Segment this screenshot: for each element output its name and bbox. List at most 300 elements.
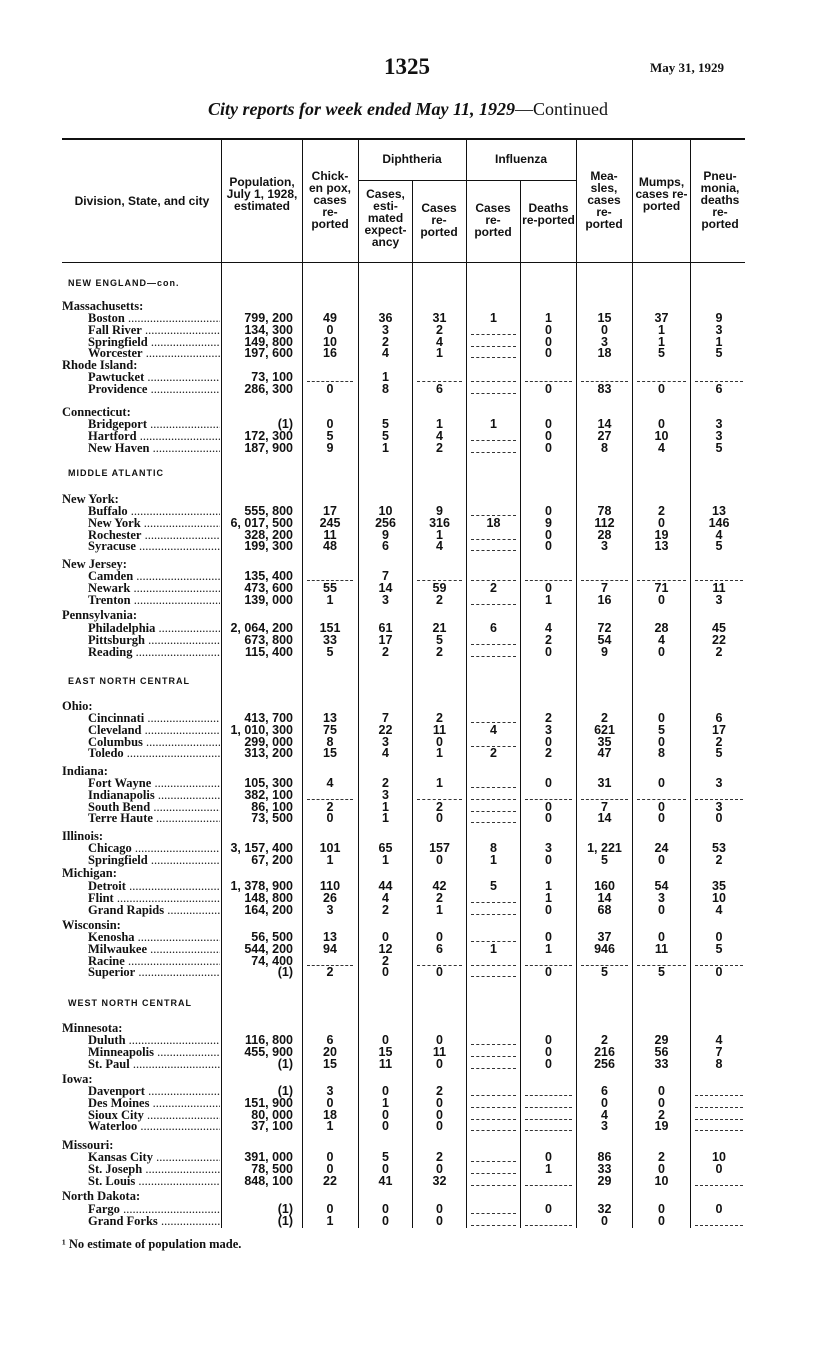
- chickenpox-cell: 11: [323, 527, 337, 542]
- mumps-cell: 0: [658, 417, 665, 431]
- pneumonia-cell: 1: [715, 334, 723, 349]
- measles-cell: 3: [601, 1119, 608, 1134]
- diph-cases-cell: 5: [436, 632, 443, 647]
- diph-expect-cell: 1: [382, 853, 389, 867]
- population-cell: 172, 300: [244, 428, 293, 443]
- division-heading: WEST NORTH CENTRAL: [68, 998, 192, 1008]
- mumps-cell: 5: [658, 722, 665, 737]
- flu-cases-cell: 2: [490, 580, 497, 595]
- chickenpox-cell: 1: [326, 1214, 334, 1228]
- population-cell: 455, 900: [244, 1044, 293, 1059]
- flu-deaths-cell: 3: [545, 722, 552, 737]
- population-cell: 544, 200: [244, 941, 293, 956]
- measles-cell: 216: [594, 1044, 615, 1059]
- diph-expect-cell: 5: [382, 1150, 389, 1164]
- flu-cases-cell: 1: [490, 311, 497, 325]
- division-heading: EAST NORTH CENTRAL: [68, 676, 190, 686]
- mumps-cell: 0: [658, 382, 665, 396]
- chickenpox-cell: 4: [326, 776, 334, 790]
- footnote: ¹ No estimate of population made.: [62, 1237, 242, 1251]
- measles-cell: 68: [597, 902, 612, 917]
- blank-cell-dash: [471, 976, 516, 977]
- blank-cell-dash: [471, 1044, 516, 1045]
- table-title: [0, 99, 816, 120]
- population-cell: 413, 700: [244, 711, 293, 725]
- mumps-cell: 4: [658, 440, 665, 455]
- mumps-cell: 0: [658, 1202, 665, 1216]
- diph-cases-cell: 2: [436, 1084, 443, 1098]
- chickenpox-cell: 55: [323, 580, 337, 595]
- population-cell: 199, 300: [244, 539, 293, 554]
- population-cell: 86, 100: [251, 799, 293, 814]
- city-name: Camden .....: [88, 569, 220, 584]
- blank-cell-dash: [471, 1213, 516, 1214]
- mumps-cell: 2: [658, 1150, 665, 1164]
- diph-expect-cell: 1: [382, 811, 389, 826]
- header-bottom-rule: [62, 262, 745, 263]
- mumps-cell: 0: [658, 902, 665, 917]
- diph-cases-cell: 59: [432, 580, 447, 595]
- city-name: Terre Haute .....: [88, 811, 220, 826]
- header-flu-cases: Cases re-ported: [474, 201, 512, 239]
- diph-expect-cell: 256: [375, 515, 396, 530]
- measles-cell: 72: [597, 621, 612, 635]
- flu-deaths-cell: 0: [545, 776, 552, 790]
- chickenpox-cell: 1: [326, 1119, 334, 1134]
- state-label: Minnesota:: [62, 1021, 123, 1035]
- measles-cell: 3: [601, 334, 608, 349]
- city-name: St. Joseph .....: [88, 1162, 220, 1177]
- flu-deaths-cell: 2: [545, 632, 552, 647]
- measles-cell: 14: [597, 811, 612, 826]
- header-mumps: Mumps, cases re-ported: [635, 175, 688, 213]
- diph-cases-cell: 157: [429, 841, 450, 855]
- population-cell: (1): [277, 965, 293, 980]
- chickenpox-cell: 5: [326, 428, 334, 443]
- mumps-cell: 8: [658, 746, 665, 761]
- flu-deaths-cell: 0: [545, 417, 552, 431]
- population-cell: (1): [277, 1202, 293, 1216]
- city-name: Cleveland .....: [88, 723, 220, 738]
- pneumonia-cell: 22: [712, 632, 726, 647]
- population-cell: 673, 800: [244, 632, 293, 647]
- measles-cell: 14: [597, 417, 612, 431]
- mumps-cell: 0: [658, 853, 665, 867]
- flu-deaths-cell: 1: [545, 890, 552, 905]
- header-division: Division, State, and city: [74, 194, 210, 208]
- measles-cell: 160: [594, 879, 615, 893]
- chickenpox-cell: 0: [326, 322, 334, 337]
- pneumonia-cell: 8: [715, 1056, 723, 1071]
- population-cell: 73, 100: [251, 370, 293, 384]
- measles-cell: 112: [594, 515, 615, 530]
- pneumonia-cell: 2: [715, 734, 723, 749]
- col-divider: [466, 140, 467, 1228]
- measles-cell: 0: [601, 1214, 608, 1228]
- col-divider: [520, 180, 521, 1228]
- city-name: Davenport .....: [88, 1084, 220, 1099]
- diph-expect-cell: 61: [378, 621, 393, 635]
- measles-cell: 37: [597, 930, 612, 944]
- diph-cases-cell: 2: [436, 644, 443, 659]
- pneumonia-cell: 35: [712, 879, 726, 893]
- influenza-group-rule: [466, 180, 576, 181]
- pneumonia-cell: 3: [715, 428, 723, 443]
- population-cell: 80, 000: [251, 1107, 293, 1122]
- city-name: South Bend .....: [88, 800, 220, 815]
- population-cell: 6, 017, 500: [230, 515, 293, 530]
- division-heading: NEW ENGLAND—con.: [68, 278, 180, 288]
- pneumonia-cell: 53: [712, 841, 726, 855]
- measles-cell: 6: [601, 1084, 608, 1098]
- mumps-cell: 71: [654, 580, 669, 595]
- mumps-cell: 0: [658, 515, 665, 530]
- city-name: Boston .....: [88, 311, 220, 326]
- population-cell: 473, 600: [244, 580, 293, 595]
- blank-cell-dash: [471, 346, 516, 347]
- measles-cell: 29: [597, 1173, 612, 1188]
- mumps-cell: 4: [658, 632, 665, 647]
- population-cell: 148, 800: [244, 890, 293, 905]
- city-name: Duluth .....: [88, 1033, 220, 1048]
- chickenpox-cell: 75: [323, 722, 337, 737]
- pneumonia-cell: 3: [715, 799, 723, 814]
- flu-deaths-cell: 1: [545, 1161, 552, 1176]
- mumps-cell: 0: [658, 1214, 665, 1228]
- flu-deaths-cell: 0: [545, 799, 552, 814]
- page-number: 1325: [384, 54, 430, 79]
- city-name: Springfield .....: [88, 335, 220, 350]
- page-date: May 31, 1929: [650, 60, 725, 75]
- pneumonia-cell: 10: [712, 890, 726, 905]
- flu-deaths-cell: 0: [545, 382, 552, 396]
- pneumonia-cell: 45: [712, 621, 726, 635]
- diph-expect-cell: 17: [378, 632, 393, 647]
- blank-cell-dash: [471, 799, 516, 800]
- diph-expect-cell: 10: [378, 504, 393, 518]
- pneumonia-cell: 3: [715, 776, 723, 790]
- diph-expect-cell: 2: [382, 776, 389, 790]
- city-name: Bridgeport .....: [88, 417, 220, 432]
- measles-cell: 86: [597, 1150, 612, 1164]
- blank-cell-dash: [471, 656, 516, 657]
- diph-cases-cell: 1: [436, 346, 443, 361]
- diph-cases-cell: 0: [436, 734, 443, 749]
- chickenpox-cell: 9: [326, 440, 334, 455]
- measles-cell: 8: [601, 440, 608, 455]
- chickenpox-cell: 8: [326, 734, 334, 749]
- state-label: New Jersey:: [62, 557, 127, 571]
- population-cell: 286, 300: [244, 382, 293, 396]
- chickenpox-cell: 0: [326, 417, 334, 431]
- mumps-cell: 10: [654, 428, 669, 443]
- diph-cases-cell: 9: [436, 504, 443, 518]
- city-name: Kansas City .....: [88, 1150, 220, 1165]
- diph-cases-cell: 1: [436, 902, 443, 917]
- city-name: Columbus .....: [88, 735, 220, 750]
- header-influenza: Influenza: [494, 152, 547, 166]
- diph-expect-cell: 22: [378, 722, 393, 737]
- pneumonia-cell: 5: [715, 746, 723, 761]
- diph-expect-cell: 12: [378, 941, 393, 956]
- flu-deaths-cell: 0: [545, 965, 552, 980]
- flu-deaths-cell: 0: [545, 334, 552, 349]
- state-label: Pennsylvania:: [62, 608, 138, 622]
- division-heading: MIDDLE ATLANTIC: [68, 468, 164, 478]
- measles-cell: 1, 221: [587, 841, 622, 855]
- population-cell: 3, 157, 400: [230, 841, 293, 855]
- diph-cases-cell: 0: [436, 1214, 443, 1228]
- mumps-cell: 0: [658, 711, 665, 725]
- blank-cell-dash: [695, 1095, 743, 1096]
- blank-cell-dash: [471, 1107, 516, 1108]
- diph-expect-cell: 5: [382, 417, 389, 431]
- diph-expect-cell: 1: [382, 370, 389, 384]
- flu-deaths-cell: 0: [545, 1150, 552, 1164]
- mumps-cell: 0: [658, 1095, 665, 1110]
- city-name: Superior .....: [88, 965, 220, 980]
- measles-cell: 32: [597, 1202, 612, 1216]
- flu-deaths-cell: 0: [545, 322, 552, 337]
- state-label: Illinois:: [62, 829, 103, 843]
- blank-cell-dash: [471, 811, 516, 812]
- diph-expect-cell: 4: [382, 890, 389, 905]
- population-cell: 116, 800: [245, 1033, 293, 1047]
- pneumonia-cell: 13: [712, 504, 726, 518]
- diph-cases-cell: 21: [432, 621, 447, 635]
- population-cell: 115, 400: [245, 644, 293, 659]
- mumps-cell: 0: [658, 592, 665, 607]
- chickenpox-cell: 1: [326, 592, 334, 607]
- diph-cases-cell: 1: [436, 527, 443, 542]
- measles-cell: 2: [601, 711, 608, 725]
- chickenpox-cell: 101: [319, 841, 341, 855]
- city-name: Racine .....: [88, 954, 220, 969]
- measles-cell: 2: [601, 1033, 608, 1047]
- chickenpox-cell: 0: [326, 1095, 334, 1110]
- city-name: Des Moines .....: [88, 1096, 220, 1111]
- chickenpox-cell: 2: [326, 799, 334, 814]
- blank-cell-dash: [471, 1130, 516, 1131]
- chickenpox-cell: 49: [323, 311, 337, 325]
- pneumonia-cell: 5: [715, 440, 723, 455]
- blank-cell-dash: [525, 1225, 572, 1226]
- diph-cases-cell: 2: [436, 322, 443, 337]
- pneumonia-cell: 5: [715, 941, 723, 956]
- mumps-cell: 54: [654, 879, 669, 893]
- state-label: North Dakota:: [62, 1189, 141, 1203]
- city-name: New Haven .....: [88, 441, 220, 456]
- flu-cases-cell: 6: [490, 621, 497, 635]
- pneumonia-cell: 0: [715, 1202, 723, 1216]
- measles-cell: 31: [597, 776, 612, 790]
- population-cell: (1): [277, 1084, 293, 1098]
- measles-cell: 946: [594, 941, 615, 956]
- measles-cell: 5: [601, 853, 608, 867]
- chickenpox-cell: 110: [319, 879, 341, 893]
- blank-cell-dash: [525, 1107, 572, 1108]
- city-name: Fargo .....: [88, 1202, 220, 1217]
- chickenpox-cell: 13: [323, 711, 337, 725]
- mumps-cell: 0: [658, 1084, 665, 1098]
- flu-cases-cell: 5: [490, 879, 497, 893]
- diph-cases-cell: 0: [436, 930, 443, 944]
- flu-deaths-cell: 0: [545, 440, 552, 455]
- flu-cases-cell: 1: [490, 853, 497, 867]
- pneumonia-cell: 2: [715, 853, 723, 867]
- chickenpox-cell: 15: [323, 1056, 337, 1071]
- diph-expect-cell: 5: [382, 428, 389, 443]
- population-cell: 1, 378, 900: [230, 879, 293, 893]
- flu-deaths-cell: 0: [545, 734, 552, 749]
- blank-cell-dash: [471, 787, 516, 788]
- pneumonia-cell: 2: [715, 644, 723, 659]
- city-name: Buffalo .....: [88, 504, 220, 519]
- diph-cases-cell: 2: [436, 711, 443, 725]
- header-diph-expect: Cases, esti-mated expect-ancy: [364, 187, 407, 249]
- chickenpox-cell: 6: [326, 1033, 334, 1047]
- measles-cell: 16: [597, 592, 612, 607]
- chickenpox-cell: 16: [323, 346, 337, 361]
- chickenpox-cell: 17: [323, 504, 337, 518]
- diph-expect-cell: 8: [382, 382, 389, 396]
- city-name: Worcester .....: [88, 346, 220, 361]
- state-label: Missouri:: [62, 1138, 114, 1152]
- flu-deaths-cell: 0: [545, 902, 552, 917]
- city-name: Pawtucket .....: [88, 370, 220, 385]
- diph-expect-cell: 2: [382, 953, 389, 968]
- population-cell: (1): [277, 1214, 293, 1228]
- pneumonia-cell: 5: [715, 539, 723, 554]
- diph-expect-cell: 65: [378, 841, 393, 855]
- diph-expect-cell: 36: [378, 311, 393, 325]
- city-name: Philadelphia .....: [88, 621, 220, 636]
- diph-expect-cell: 3: [382, 787, 389, 802]
- city-name: Syracuse .....: [88, 539, 220, 554]
- flu-deaths-cell: 1: [545, 879, 552, 893]
- chickenpox-cell: 20: [323, 1044, 337, 1059]
- flu-deaths-cell: 0: [545, 853, 552, 867]
- population-cell: 37, 100: [251, 1119, 293, 1134]
- city-name: Reading .....: [88, 645, 220, 660]
- diph-cases-cell: 0: [436, 1033, 443, 1047]
- measles-cell: 28: [597, 527, 612, 542]
- city-name: Sioux City .....: [88, 1108, 220, 1123]
- city-name: Providence .....: [88, 382, 220, 397]
- diph-cases-cell: 316: [429, 515, 450, 530]
- diph-expect-cell: 14: [378, 580, 393, 595]
- mumps-cell: 10: [654, 1173, 669, 1188]
- population-cell: 382, 100: [244, 787, 293, 802]
- chickenpox-cell: 22: [323, 1173, 337, 1188]
- diph-cases-cell: 0: [436, 965, 443, 980]
- population-cell: 67, 200: [251, 853, 293, 867]
- flu-cases-cell: 1: [490, 417, 497, 431]
- blank-cell-dash: [695, 1107, 743, 1108]
- pneumonia-cell: 0: [715, 930, 723, 944]
- measles-cell: 0: [601, 322, 608, 337]
- state-label: Ohio:: [62, 699, 93, 713]
- diph-cases-cell: 2: [436, 1150, 443, 1164]
- population-cell: 56, 500: [251, 930, 293, 944]
- diph-expect-cell: 7: [382, 569, 389, 583]
- pneumonia-cell: 0: [715, 1161, 723, 1176]
- pneumonia-cell: 6: [715, 711, 723, 725]
- diph-expect-cell: 0: [382, 1161, 389, 1176]
- measles-cell: 78: [597, 504, 612, 518]
- pneumonia-cell: 0: [715, 965, 723, 980]
- mumps-cell: 1: [658, 334, 665, 349]
- diph-cases-cell: 4: [436, 428, 443, 443]
- diph-expect-cell: 4: [382, 746, 389, 761]
- state-label: Massachusetts:: [62, 299, 144, 313]
- flu-cases-cell: 2: [490, 746, 497, 761]
- diph-expect-cell: 2: [382, 902, 389, 917]
- mumps-cell: 28: [654, 621, 669, 635]
- pneumonia-cell: 3: [715, 592, 723, 607]
- diph-cases-cell: 0: [436, 1095, 443, 1110]
- city-name: Chicago .....: [88, 841, 220, 856]
- city-name: Milwaukee .....: [88, 942, 220, 957]
- population-cell: 799, 200: [244, 311, 293, 325]
- measles-cell: 18: [597, 346, 612, 361]
- population-cell: 328, 200: [244, 527, 293, 542]
- blank-cell-dash: [695, 1130, 743, 1131]
- city-name: Newark .....: [88, 581, 220, 596]
- diph-expect-cell: 1: [382, 440, 389, 455]
- table-title-continued: —Continued: [514, 99, 608, 119]
- blank-cell-dash: [471, 550, 516, 551]
- state-label: Connecticut:: [62, 405, 131, 419]
- flu-deaths-cell: 1: [545, 941, 552, 956]
- blank-cell-dash: [471, 452, 516, 453]
- chickenpox-cell: 2: [326, 965, 334, 980]
- blank-cell-dash: [471, 914, 516, 915]
- city-name: Trenton .....: [88, 593, 220, 608]
- measles-cell: 4: [601, 1107, 608, 1122]
- city-name: Flint .....: [88, 891, 220, 906]
- diph-expect-cell: 0: [382, 930, 389, 944]
- diph-expect-cell: 11: [378, 1056, 393, 1071]
- diph-expect-cell: 41: [378, 1173, 393, 1188]
- population-cell: 197, 600: [244, 346, 293, 361]
- diph-cases-cell: 0: [436, 1056, 443, 1071]
- header-diphtheria: Diphtheria: [382, 152, 442, 166]
- blank-cell-dash: [525, 1185, 572, 1186]
- flu-deaths-cell: 0: [545, 346, 552, 361]
- pneumonia-cell: 6: [715, 382, 723, 396]
- chickenpox-cell: 5: [326, 644, 334, 659]
- measles-cell: 9: [601, 644, 608, 659]
- blank-cell-dash: [471, 1095, 516, 1096]
- city-name: Hartford .....: [88, 429, 220, 444]
- diph-cases-cell: 11: [432, 722, 447, 737]
- city-name: Grand Rapids .....: [88, 903, 220, 918]
- pneumonia-cell: 0: [715, 811, 723, 826]
- chickenpox-cell: 0: [326, 811, 334, 826]
- blank-cell-dash: [525, 1095, 572, 1096]
- flu-deaths-cell: 0: [545, 811, 552, 826]
- chickenpox-cell: 3: [326, 902, 334, 917]
- blank-cell-dash: [525, 1119, 572, 1120]
- mumps-cell: 5: [658, 346, 665, 361]
- flu-deaths-cell: 4: [545, 621, 552, 635]
- measles-cell: 54: [597, 632, 612, 647]
- diph-cases-cell: 1: [436, 776, 443, 790]
- blank-cell-dash: [471, 644, 516, 645]
- mumps-cell: 5: [658, 965, 665, 980]
- diph-cases-cell: 2: [436, 592, 443, 607]
